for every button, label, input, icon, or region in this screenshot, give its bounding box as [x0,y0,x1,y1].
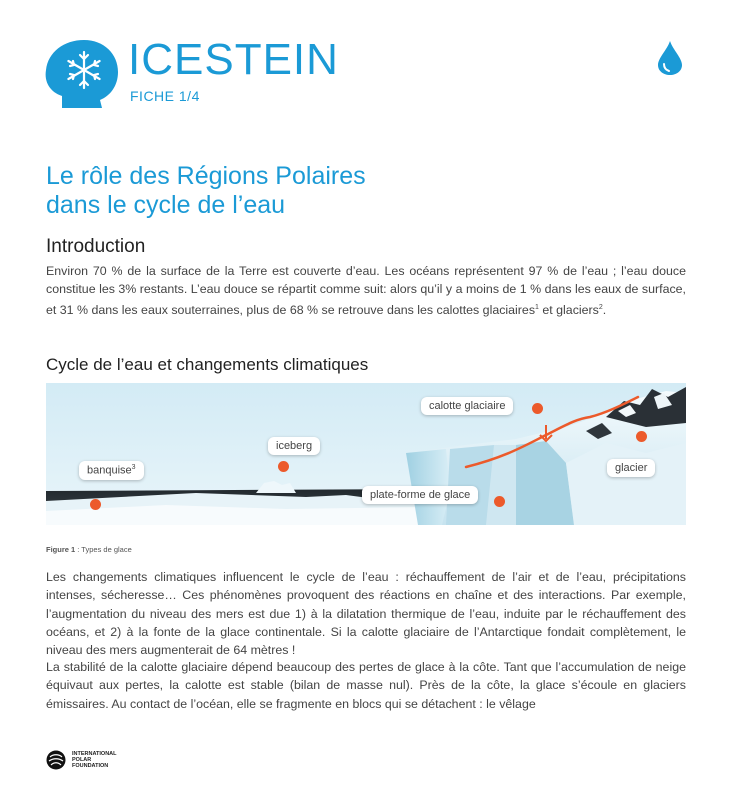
ice-types-illustration [46,383,686,525]
water-drop-icon [657,40,683,76]
stability-paragraph: La stabilité de la calotte glaciaire dépend beaucoup des pertes de glace à la côte. Tant que l’accumulation de neige équivaut aux pertes, la calotte est stable (bilan de masse nul). Près de la côte, la glace s’écoule en glaciers émissaires. Au contact de l’océan, elle se fragmente en blocs qui se détachent : le vêlage [46,660,686,711]
climate-paragraph: Les changements climatiques influencent le cycle de l’eau : réchauffement de l’air et de l’eau, précipitations intenses, sécheresse… Ces phénomènes provoquent des réactions en chaîne et des interactions. Par exemple, l’augmentation du niveau des mers est due 1) à la dilatation thermique de l’eau, induite par le réchauffement des océans, et 2) à la fonte de la glace continentale. Si la calotte glaciaire de l’Antarctique fondait complètement, le niveau des mers augmenterait de 64 mètres ! [46,570,686,658]
ipf-globe-icon [46,750,66,770]
head-snowflake-icon [40,38,120,110]
label-glacier: glacier [607,459,655,477]
marker-iceberg [278,461,289,472]
label-iceberg: iceberg [268,437,320,455]
marker-plateforme [494,496,505,507]
brand-title: ICESTEIN [128,35,339,84]
intro-paragraph: Environ 70 % de la surface de la Terre est couverte d’eau. Les océans représentent 97 % de l’eau ; l’eau douce constitue les 3% restants. L’eau douce se répartit comme suit: alors qu’il y a moins de 1 % dans les eaux de surface, et 31 % dans les eaux souterraines, plus de 68 % se retrouve dans les calottes glaciaires$^1$ et glaciers$^2$. [46,264,686,317]
cycle-heading: Cycle de l’eau et changements climatiques [46,355,369,374]
sheet-number: FICHE 1/4 [130,88,200,104]
marker-calotte [532,403,543,414]
figure-caption: Figure 1 : Types de glace [46,545,132,554]
label-plateforme: plate-forme de glace [362,486,478,504]
page-title: Le rôle des Régions Polaires dans le cycle de l’eau [46,162,366,219]
ipf-wordmark: INTERNATIONAL POLAR FOUNDATION [72,751,117,769]
label-calotte: calotte glaciaire [421,397,513,415]
intro-heading: Introduction [46,236,146,257]
marker-glacier [636,431,647,442]
marker-banquise [90,499,101,510]
label-banquise: banquise$^3$ [79,461,144,480]
